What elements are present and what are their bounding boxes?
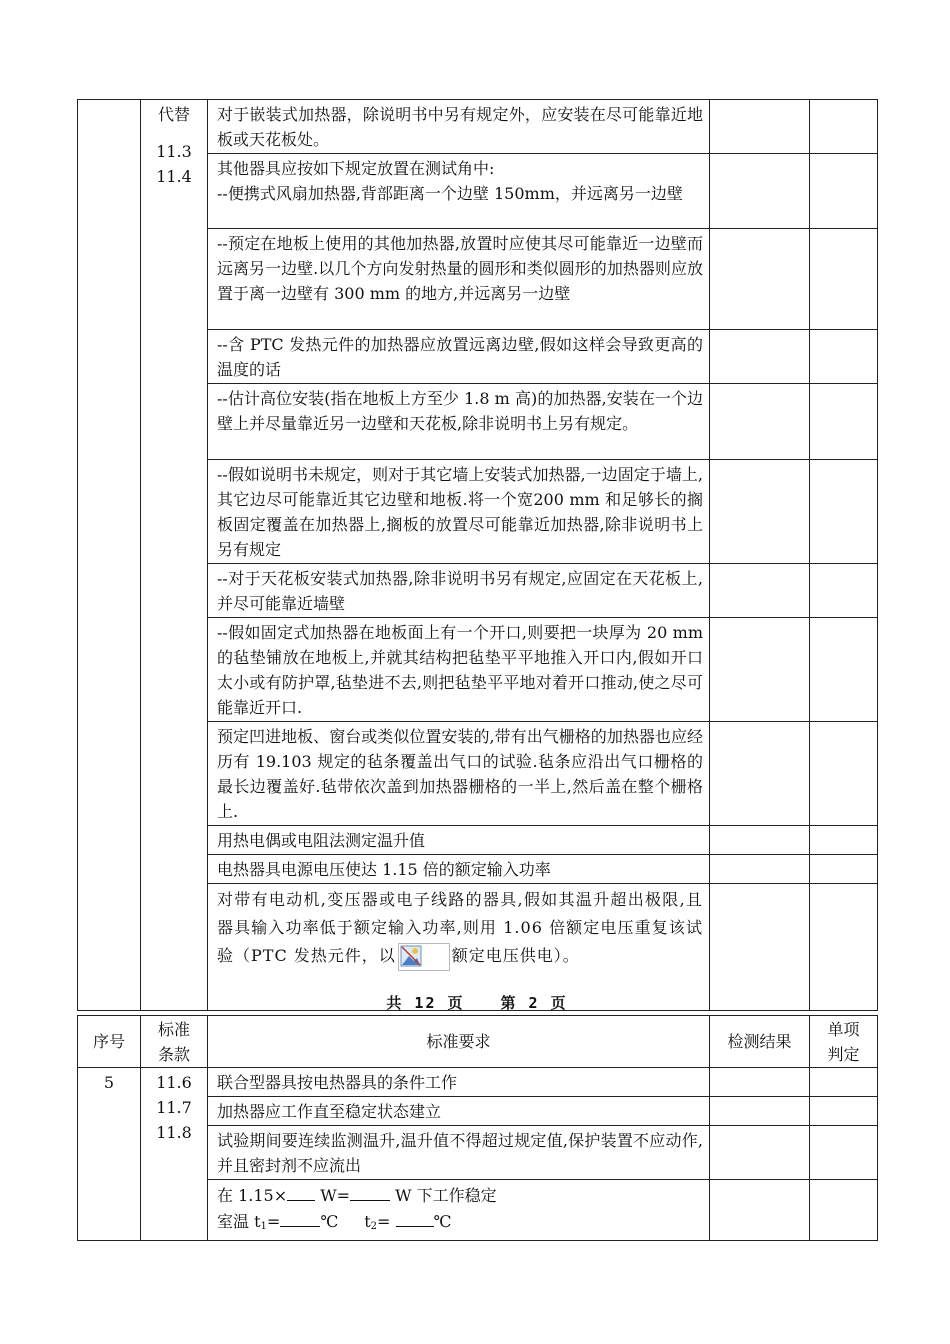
- seq-cell: 5: [78, 1068, 141, 1241]
- judgement-cell: [810, 618, 878, 722]
- temperature-line: [217, 1208, 703, 1239]
- clause-number: 11.7: [156, 1098, 192, 1117]
- blank-field[interactable]: [280, 1208, 320, 1227]
- requirement-cell: 加热器应工作直至稳定状态建立: [208, 1097, 710, 1126]
- header-result: 检测结果: [710, 1016, 810, 1068]
- judgement-cell: [810, 826, 878, 855]
- result-cell: [710, 1180, 810, 1241]
- judgement-cell: [810, 564, 878, 618]
- requirement-cell: --含 PTC 发热元件的加热器应放置远离边壁,假如这样会导致更高的温度的话: [208, 330, 710, 384]
- judgement-cell: [810, 229, 878, 330]
- requirement-cell: --假如说明书未规定，则对于其它墙上安装式加热器,一边固定于墙上,其它边尽可能靠近其它边壁和地板.将一个宽200 mm 和足够长的搁板固定覆盖在加热器上,搁板的放置尽可能靠近加热器,除非说明书上另有规定: [208, 460, 710, 564]
- judgement-cell: [810, 100, 878, 154]
- clause-number: 11.6: [156, 1073, 192, 1092]
- test-table: [77, 1015, 878, 1241]
- requirement-cell: 对于嵌装式加热器，除说明书中另有规定外，应安装在尽可能靠近地板或天花板处。: [208, 100, 710, 154]
- clause-label: 代替: [157, 105, 190, 124]
- judgement-cell: [810, 460, 878, 564]
- header-clause: 标准 条款: [141, 1016, 208, 1068]
- label-text: t: [364, 1212, 371, 1231]
- requirement-cell: [208, 1180, 710, 1241]
- table-row: [78, 100, 878, 154]
- current-page: 第 2 页: [500, 994, 568, 1012]
- unit-text: ℃: [433, 1212, 452, 1231]
- label-text: 室温 t: [217, 1212, 261, 1231]
- table-row: [78, 1068, 878, 1097]
- clause-number: 11.3: [156, 142, 192, 161]
- result-cell: [710, 460, 810, 564]
- seq-cell: [78, 100, 141, 1011]
- judgement-cell: [810, 1097, 878, 1126]
- clause-cell: [141, 1068, 208, 1241]
- unit-text: ℃: [320, 1212, 339, 1231]
- image-placeholder-icon: [398, 943, 450, 971]
- result-cell: [710, 1068, 810, 1097]
- clause-number: 11.8: [156, 1123, 192, 1142]
- requirement-cell: --估计高位安装(指在地板上方至少 1.8 m 高)的加热器,安装在一个边壁上并尽量靠近另一边壁和天花板,除非说明书上另有规定。: [208, 384, 710, 460]
- result-cell: [710, 384, 810, 460]
- result-cell: [710, 1126, 810, 1180]
- blank-field[interactable]: [350, 1182, 390, 1201]
- judgement-cell: [810, 722, 878, 826]
- result-cell: [710, 330, 810, 384]
- voltage-line: [217, 1182, 703, 1208]
- requirement-cell: --假如固定式加热器在地板面上有一个开口,则要把一块厚为 20 mm 的毡垫铺放在地板上,并就其结构把毡垫平平地推入开口内,假如开口太小或有防护罩,毡垫进不去,则把毡垫平平地对着开口推动,使之尽可能靠近开口.: [208, 618, 710, 722]
- page-indicator: [77, 992, 877, 1014]
- result-cell: [710, 722, 810, 826]
- clause-cell: [141, 100, 208, 1011]
- header-judgement: 单项 判定: [810, 1016, 878, 1068]
- requirement-cell: 联合型器具按电热器具的条件工作: [208, 1068, 710, 1097]
- judgement-cell: [810, 1126, 878, 1180]
- requirement-cell: 预定凹进地板、窗台或类似位置安装的,带有出气栅格的加热器也应经历有 19.103 规定的毡条覆盖出气口的试验.毡条应沿出气口栅格的最长边覆盖好.毡带依次盖到加热器栅格的一半上,然后盖在整个栅格上.: [208, 722, 710, 826]
- judgement-cell: [810, 855, 878, 884]
- label-text: W 下工作稳定: [390, 1186, 497, 1205]
- requirement-text: 额定电压供电）。: [451, 946, 580, 965]
- judgement-cell: [810, 384, 878, 460]
- result-cell: [710, 1097, 810, 1126]
- judgement-cell: [810, 1068, 878, 1097]
- header-requirement: 标准要求: [208, 1016, 710, 1068]
- label-text: =: [377, 1212, 396, 1231]
- result-cell: [710, 826, 810, 855]
- requirement-cell: --预定在地板上使用的其他加热器,放置时应使其尽可能靠近一边壁而远离另一边壁.以几个方向发射热量的圆形和类似圆形的加热器则应放置于离一边壁有 300 mm 的地方,并远离另一边壁: [208, 229, 710, 330]
- judgement-cell: [810, 1180, 878, 1241]
- requirement-cell: 用热电偶或电阻法测定温升值: [208, 826, 710, 855]
- label-text: W=: [315, 1186, 351, 1205]
- clause-number: 11.4: [156, 167, 192, 186]
- header-seq: 序号: [78, 1016, 141, 1068]
- result-cell: [710, 564, 810, 618]
- result-cell: [710, 618, 810, 722]
- requirement-cell: 其他器具应按如下规定放置在测试角中: --便携式风扇加热器,背部距离一个边壁 150mm，并远离另一边壁: [208, 154, 710, 229]
- blank-field[interactable]: [287, 1182, 315, 1201]
- judgement-cell: [810, 154, 878, 229]
- requirement-text: 对带有电动机,变压器或电子线路的器具,假如其温升超出极限,且器具输入功率低于额定输入功率,则用 1.06 倍额定电压重复该试验（PTC 发热元件，以: [217, 890, 703, 965]
- requirement-cell: --对于天花板安装式加热器,除非说明书另有规定,应固定在天花板上,并尽可能靠近墙壁: [208, 564, 710, 618]
- subscript: 2: [370, 1221, 378, 1232]
- test-table-continued: [77, 99, 878, 1011]
- requirement-cell: 试验期间要连续监测温升,温升值不得超过规定值,保护装置不应动作,并且密封剂不应流出: [208, 1126, 710, 1180]
- label-text: 在 1.15×: [217, 1186, 288, 1205]
- requirement-cell: 电热器具电源电压使达 1.15 倍的额定输入功率: [208, 855, 710, 884]
- subscript: 1: [260, 1221, 267, 1232]
- result-cell: [710, 154, 810, 229]
- total-pages: 共 12 页: [386, 994, 465, 1012]
- result-cell: [710, 229, 810, 330]
- judgement-cell: [810, 330, 878, 384]
- table-header-row: [78, 1016, 878, 1068]
- result-cell: [710, 855, 810, 884]
- blank-field[interactable]: [396, 1208, 434, 1227]
- result-cell: [710, 100, 810, 154]
- label-text: =: [266, 1212, 281, 1231]
